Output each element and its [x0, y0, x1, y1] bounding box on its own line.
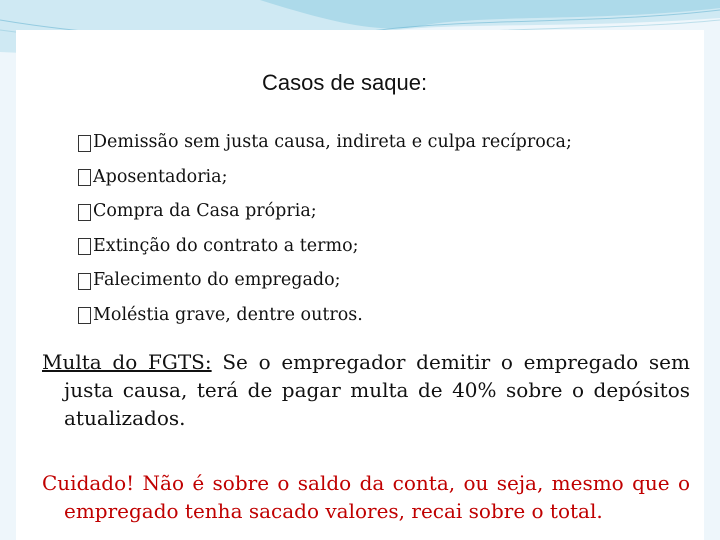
warning-text: Cuidado! Não é sobre o saldo da conta, ou seja, mesmo que o empregado tenha sacado valores, recai sobre o total. — [42, 471, 690, 523]
list-item — [78, 263, 572, 298]
list-item-text: Extinção do contrato a termo; — [93, 235, 359, 256]
missing-glyph-icon — [78, 169, 91, 186]
list-item — [78, 125, 572, 160]
list-item-text: Aposentadoria; — [93, 166, 228, 187]
missing-glyph-icon — [78, 238, 91, 255]
list-item-text: Falecimento do empregado; — [93, 270, 341, 291]
missing-glyph-icon — [78, 273, 91, 290]
list-item — [78, 229, 572, 264]
list-item-text: Demissão sem justa causa, indireta e culpa recíproca; — [93, 132, 572, 153]
fgts-fine-text: Se o empregador demitir o empregado sem justa causa, terá de pagar multa de 40% sobre o depósitos atualizados. — [64, 350, 690, 430]
list-item-text: Compra da Casa própria; — [93, 201, 317, 222]
list-item — [78, 160, 572, 195]
fgts-fine-heading: Multa do FGTS: — [42, 350, 212, 374]
slide-title: Casos de saque: — [262, 70, 428, 95]
missing-glyph-icon — [78, 307, 91, 324]
list-item — [78, 298, 572, 333]
list-item-text: Moléstia grave, dentre outros. — [93, 304, 363, 325]
withdrawal-cases-list — [78, 125, 572, 332]
missing-glyph-icon — [78, 135, 91, 152]
warning-paragraph — [42, 469, 690, 525]
fgts-fine-paragraph — [42, 348, 690, 432]
list-item — [78, 194, 572, 229]
missing-glyph-icon — [78, 204, 91, 221]
